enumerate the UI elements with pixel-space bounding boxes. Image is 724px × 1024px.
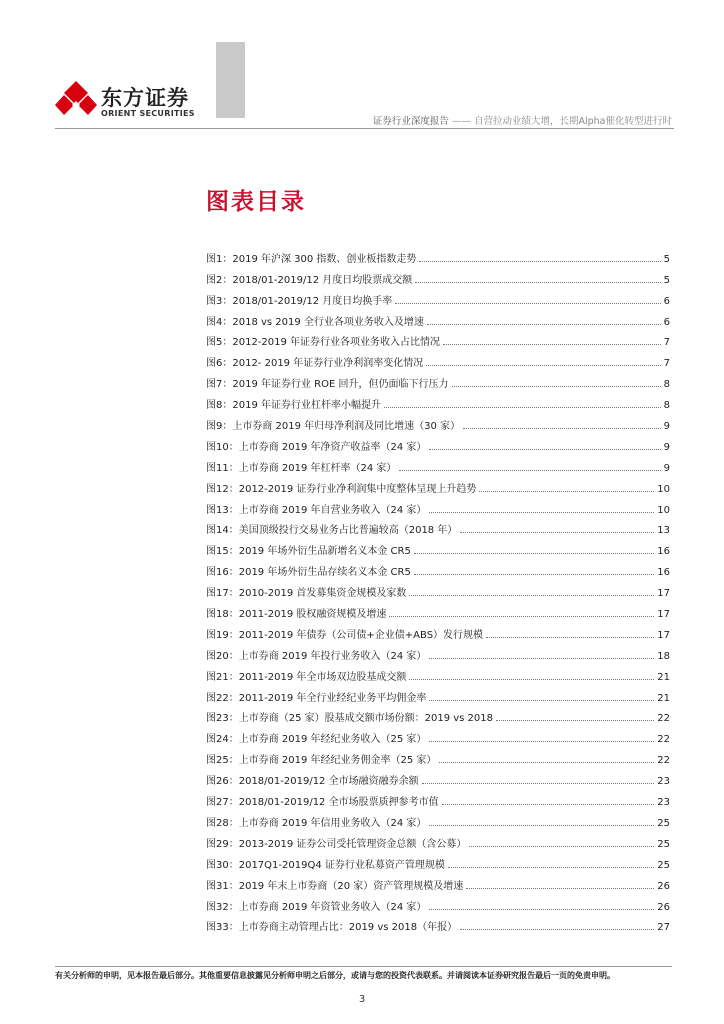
toc-item-label[interactable]: 图22：2011-2019 年全行业经纪业务平均佣金率 — [206, 692, 427, 704]
toc-item-page[interactable]: 9 — [663, 441, 670, 453]
toc-leader-dots — [479, 491, 654, 492]
toc-item-page[interactable]: 10 — [657, 504, 670, 516]
toc-item[interactable] — [206, 787, 670, 808]
toc-item[interactable] — [206, 766, 670, 787]
toc-item[interactable] — [206, 641, 670, 662]
orient-logo-icon — [55, 79, 97, 121]
toc-leader-dots — [443, 344, 661, 345]
toc-leader-dots — [452, 386, 661, 387]
toc-item-label[interactable]: 图13：上市券商 2019 年自营业务收入（24 家） — [206, 504, 427, 516]
header-separator: —— — [451, 116, 471, 127]
toc-leader-dots — [469, 846, 654, 847]
toc-item-label[interactable]: 图9：上市券商 2019 年归母净利润及同比增速（30 家） — [206, 421, 461, 433]
toc-item-label[interactable]: 图12：2012-2019 证券行业净利润集中度整体呈现上升趋势 — [206, 483, 477, 495]
toc-item-label[interactable]: 图18：2011-2019 股权融资规模及增速 — [206, 609, 387, 621]
toc-item-label[interactable]: 图27：2018/01-2019/12 全市场股票质押参考市值 — [206, 797, 439, 809]
toc-item-label[interactable]: 图3：2018/01-2019/12 月度日均换手率 — [206, 295, 393, 307]
toc-item-label[interactable]: 图1：2019 年沪深 300 指数、创业板指数走势 — [206, 253, 417, 265]
toc-leader-dots — [463, 428, 661, 429]
toc-item[interactable] — [206, 850, 670, 871]
toc-leader-dots — [486, 637, 654, 638]
report-header — [373, 113, 672, 127]
toc-leader-dots — [414, 553, 654, 554]
toc-leader-dots — [429, 449, 660, 450]
toc-item[interactable] — [206, 704, 670, 725]
toc-leader-dots — [442, 804, 655, 805]
toc-leader-dots — [414, 574, 654, 575]
toc-leader-dots — [448, 867, 654, 868]
toc-item[interactable] — [206, 557, 670, 578]
toc-item-page[interactable]: 22 — [657, 713, 670, 725]
toc-item[interactable] — [206, 453, 670, 474]
toc-leader-dots — [460, 532, 654, 533]
toc-item-label[interactable]: 图23：上市券商（25 家）股基成交额市场份额：2019 vs 2018 — [206, 713, 494, 725]
report-title: 自营拉动业绩大增，长期Alpha催化转型进行时 — [473, 116, 672, 127]
toc-item[interactable] — [206, 871, 670, 892]
toc-item[interactable] — [206, 390, 670, 411]
toc-item[interactable] — [206, 432, 670, 453]
brand-name-en: ORIENT SECURITIES — [101, 109, 195, 118]
brand-name-cn: 东方证券 — [101, 86, 189, 110]
toc-leader-dots — [422, 783, 655, 784]
toc-item-label[interactable]: 图32：上市券商 2019 年资管业务收入（24 家） — [206, 901, 427, 913]
report-type: 证券行业深度报告 — [372, 116, 449, 127]
toc-leader-dots — [429, 658, 654, 659]
toc-leader-dots — [389, 616, 654, 617]
toc-item-page[interactable]: 8 — [663, 379, 670, 391]
toc-item-label[interactable]: 图8：2019 年证券行业杠杆率小幅提升 — [206, 400, 381, 412]
toc-item[interactable] — [206, 578, 670, 599]
toc-leader-dots — [384, 407, 661, 408]
toc-item-page[interactable]: 25 — [657, 817, 670, 829]
toc-item-page[interactable]: 21 — [657, 671, 670, 683]
toc-item[interactable] — [206, 913, 670, 934]
toc-item-page[interactable]: 21 — [657, 692, 670, 704]
toc-leader-dots — [429, 825, 654, 826]
toc-item-page[interactable]: 5 — [663, 274, 670, 286]
toc-leader-dots — [409, 595, 654, 596]
toc-item[interactable] — [206, 244, 670, 265]
toc-item-label[interactable]: 图19：2011-2019 年债券（公司债+企业债+ABS）发行规模 — [206, 629, 484, 641]
toc-item-label[interactable]: 图16：2019 年场外衍生品存续名义本金 CR5 — [206, 567, 411, 579]
toc-item-page[interactable]: 26 — [657, 901, 670, 913]
toc-item[interactable] — [206, 536, 670, 557]
toc-item-label[interactable]: 图11：上市券商 2019 年杠杆率（24 家） — [206, 462, 397, 474]
footer-divider — [55, 966, 672, 967]
toc-item[interactable] — [206, 745, 670, 766]
table-of-figures — [206, 244, 670, 933]
toc-leader-dots — [466, 888, 654, 889]
toc-item-label[interactable]: 图14：美国顶级投行交易业务占比普遍较高（2018 年） — [206, 525, 458, 537]
toc-leader-dots — [429, 512, 654, 513]
toc-leader-dots — [496, 720, 654, 721]
toc-item-label[interactable]: 图7：2019 年证券行业 ROE 回升，但仍面临下行压力 — [206, 379, 449, 391]
toc-item-label[interactable]: 图20：上市券商 2019 年投行业务收入（24 家） — [206, 650, 427, 662]
toc-item-page[interactable]: 17 — [657, 609, 670, 621]
toc-item-label[interactable]: 图6：2012- 2019 年证券行业净利润率变化情况 — [206, 358, 424, 370]
toc-item[interactable] — [206, 286, 670, 307]
toc-item[interactable] — [206, 495, 670, 516]
page-title: 图表目录 — [206, 189, 306, 215]
toc-leader-dots — [439, 762, 654, 763]
toc-item[interactable] — [206, 829, 670, 850]
toc-item-page[interactable]: 7 — [663, 358, 670, 370]
company-logo — [55, 79, 235, 123]
toc-item-label[interactable]: 图5：2012-2019 年证券行业各项业务收入占比情况 — [206, 337, 441, 349]
toc-item[interactable] — [206, 307, 670, 328]
toc-item-page[interactable]: 23 — [657, 797, 670, 809]
toc-item-page[interactable]: 16 — [657, 546, 670, 558]
toc-leader-dots — [460, 929, 654, 930]
toc-item-label[interactable]: 图2：2018/01-2019/12 月度日均股票成交额 — [206, 274, 413, 286]
toc-item[interactable] — [206, 662, 670, 683]
toc-item[interactable] — [206, 328, 670, 349]
toc-item-page[interactable]: 9 — [663, 421, 670, 433]
toc-item-label[interactable]: 图28：上市券商 2019 年信用业务收入（24 家） — [206, 817, 427, 829]
toc-leader-dots — [429, 909, 654, 910]
toc-item-page[interactable]: 17 — [657, 588, 670, 600]
toc-item-page[interactable]: 22 — [657, 755, 670, 767]
toc-item[interactable] — [206, 411, 670, 432]
toc-item-label[interactable]: 图33：上市券商主动管理占比：2019 vs 2018（年报） — [206, 922, 458, 934]
toc-item[interactable] — [206, 724, 670, 745]
toc-item-label[interactable]: 图29：2013-2019 证券公司受托管理资金总额（含公募） — [206, 838, 467, 850]
toc-leader-dots — [415, 282, 660, 283]
toc-leader-dots — [426, 365, 660, 366]
toc-item[interactable] — [206, 369, 670, 390]
toc-item-page[interactable]: 17 — [657, 629, 670, 641]
page-number: 3 — [358, 994, 366, 1005]
toc-item[interactable] — [206, 620, 670, 641]
toc-item-page[interactable]: 5 — [663, 253, 670, 265]
toc-item-page[interactable]: 7 — [663, 337, 670, 349]
toc-item[interactable] — [206, 474, 670, 495]
toc-item-page[interactable]: 27 — [657, 922, 670, 934]
toc-item[interactable] — [206, 808, 670, 829]
toc-item-page[interactable]: 25 — [657, 859, 670, 871]
toc-item-label[interactable]: 图10：上市券商 2019 年净资产收益率（24 家） — [206, 441, 427, 453]
toc-item-label[interactable]: 图17：2010-2019 首发募集资金规模及家数 — [206, 588, 407, 600]
toc-item-page[interactable]: 9 — [663, 462, 670, 474]
toc-item-label[interactable]: 图24：上市券商 2019 年经纪业务收入（25 家） — [206, 734, 427, 746]
toc-item-page[interactable]: 6 — [663, 316, 670, 328]
toc-item[interactable] — [206, 265, 670, 286]
toc-item-page[interactable]: 10 — [657, 483, 670, 495]
toc-item[interactable] — [206, 683, 670, 704]
toc-leader-dots — [429, 700, 654, 701]
toc-item-page[interactable]: 25 — [657, 838, 670, 850]
toc-item-label[interactable]: 图4：2018 vs 2019 全行业各项业务收入及增速 — [206, 316, 424, 328]
toc-leader-dots — [409, 679, 654, 680]
toc-item[interactable] — [206, 516, 670, 537]
toc-leader-dots — [395, 303, 660, 304]
toc-item-label[interactable]: 图25：上市券商 2019 年经纪业务佣金率（25 家） — [206, 755, 437, 767]
header-divider — [55, 128, 674, 129]
toc-leader-dots — [429, 741, 654, 742]
toc-item[interactable] — [206, 599, 670, 620]
toc-item-page[interactable]: 16 — [657, 567, 670, 579]
toc-item[interactable] — [206, 348, 670, 369]
toc-leader-dots — [427, 324, 661, 325]
toc-item-label[interactable]: 图21：2011-2019 年全市场双边股基成交额 — [206, 671, 407, 683]
toc-leader-dots — [399, 470, 660, 471]
toc-leader-dots — [419, 261, 660, 262]
toc-item-label[interactable]: 图26：2018/01-2019/12 全市场融资融券余额 — [206, 776, 419, 788]
toc-item-page[interactable]: 8 — [663, 400, 670, 412]
toc-item-label[interactable]: 图15：2019 年场外衍生品新增名义本金 CR5 — [206, 546, 411, 558]
toc-item-page[interactable]: 13 — [657, 525, 670, 537]
toc-item-label[interactable]: 图31：2019 年末上市券商（20 家）资产管理规模及增速 — [206, 880, 464, 892]
toc-item-page[interactable]: 22 — [657, 734, 670, 746]
footer-disclaimer: 有关分析师的申明，见本报告最后部分。其他重要信息披露见分析师申明之后部分，或请与您的投资代表联系。并请阅读本证券研究报告最后一页的免责申明。 — [55, 971, 615, 980]
toc-item-page[interactable]: 23 — [657, 776, 670, 788]
toc-item-page[interactable]: 6 — [663, 295, 670, 307]
toc-item-page[interactable]: 18 — [657, 650, 670, 662]
toc-item[interactable] — [206, 892, 670, 913]
toc-item-page[interactable]: 26 — [657, 880, 670, 892]
toc-item-label[interactable]: 图30：2017Q1-2019Q4 证券行业私募资产管理规模 — [206, 859, 445, 871]
